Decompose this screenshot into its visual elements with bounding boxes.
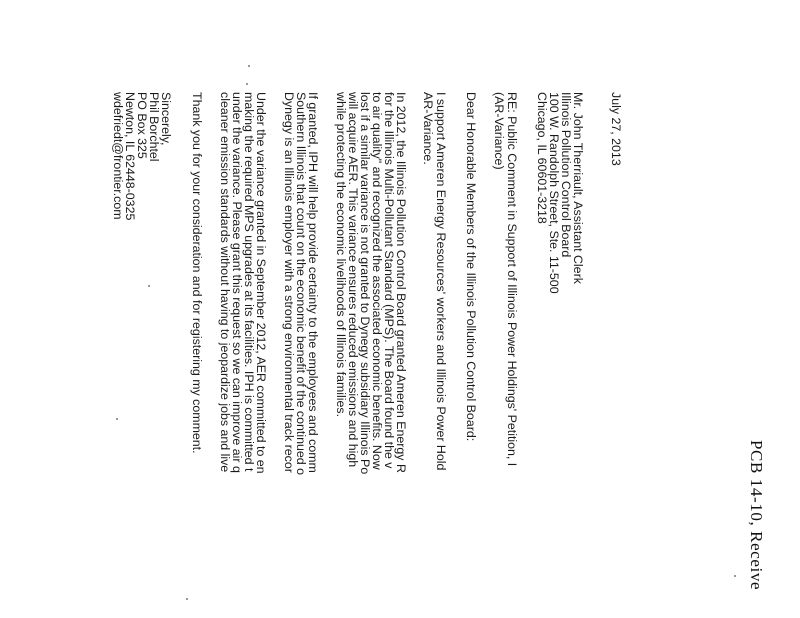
subject-line-2: (AR-Variance) — [492, 92, 506, 170]
paragraph-line: for the Illinois Multi-Pollutant Standard (MPS). The Board found the v — [382, 92, 396, 469]
paragraph-line: If granted, IPH will help provide certainty to the employees and comm — [306, 92, 320, 473]
intro-line: I support Ameren Energy Resources' workers and Illinois Power Hold — [434, 92, 448, 471]
recipient-city: Chicago, IL 60601-3218 — [535, 92, 549, 224]
letter-date: July 27, 2013 — [609, 92, 623, 166]
paragraph-line: under the variance. Please grant this request so we can improve air q — [230, 92, 244, 473]
scan-speck — [148, 285, 150, 287]
paragraph-line: will acquire AER. This variance ensures reduced emissions and high — [346, 92, 360, 468]
closing: Sincerely, — [159, 92, 173, 146]
recipient-org: Illinois Pollution Control Board — [559, 92, 573, 258]
thank-you-line: Thank you for your consideration and for registering my comment. — [190, 92, 204, 454]
paragraph-line: lost if a similar variance is not granted to Dynegy subsidiary Illinois Po — [358, 92, 372, 475]
subject-line: RE: Public Comment in Support of Illinois Power Holdings' Petition, I — [505, 92, 519, 467]
paragraph-line: cleaner emission standards without having to jeopardize jobs and live — [218, 92, 232, 473]
signer-po-box: PO Box 325 — [135, 92, 149, 159]
salutation: Dear Honorable Members of the Illinois Pollution Control Board: — [464, 92, 478, 442]
scan-speck — [186, 598, 188, 600]
paragraph-line: while protecting the economic livelihoods of Illinois families. — [334, 92, 348, 418]
paragraph-line: Under the variance granted in September 2012, AER committed to en — [254, 92, 268, 474]
scan-speck — [116, 418, 118, 420]
paragraph-line: to air quality" and recognized the associated economic benefits. Now — [370, 92, 384, 470]
scan-speck — [734, 575, 736, 577]
paragraph-line: making the required MPS upgrades at its facilities. IPH is committed t — [242, 92, 256, 472]
recipient-street: 100 W. Randolph Street, Ste. 11-500 — [547, 92, 561, 294]
paragraph-line: Southern Illinois that count on the economic benefit of the continued o — [294, 92, 308, 475]
recipient-name: Mr. John Therriault, Assistant Clerk — [571, 92, 585, 284]
paragraph-line: In 2012, the Illinois Pollution Control Board granted Ameren Energy R — [394, 92, 408, 473]
pcb-receipt-stamp: PCB 14-10, Receive — [747, 440, 766, 591]
intro-line: AR-Variance. — [421, 92, 435, 165]
signer-email: wdefriedt@frontier.com — [111, 92, 125, 220]
scan-speck — [248, 65, 250, 67]
paragraph-line: Dynegy is an Illinois employer with a strong environmental track recor — [282, 92, 296, 473]
scan-speck — [246, 83, 248, 85]
signer-name: Phil Borchtel — [147, 92, 161, 162]
signer-city: Newton, IL 62448-0325 — [123, 92, 137, 221]
